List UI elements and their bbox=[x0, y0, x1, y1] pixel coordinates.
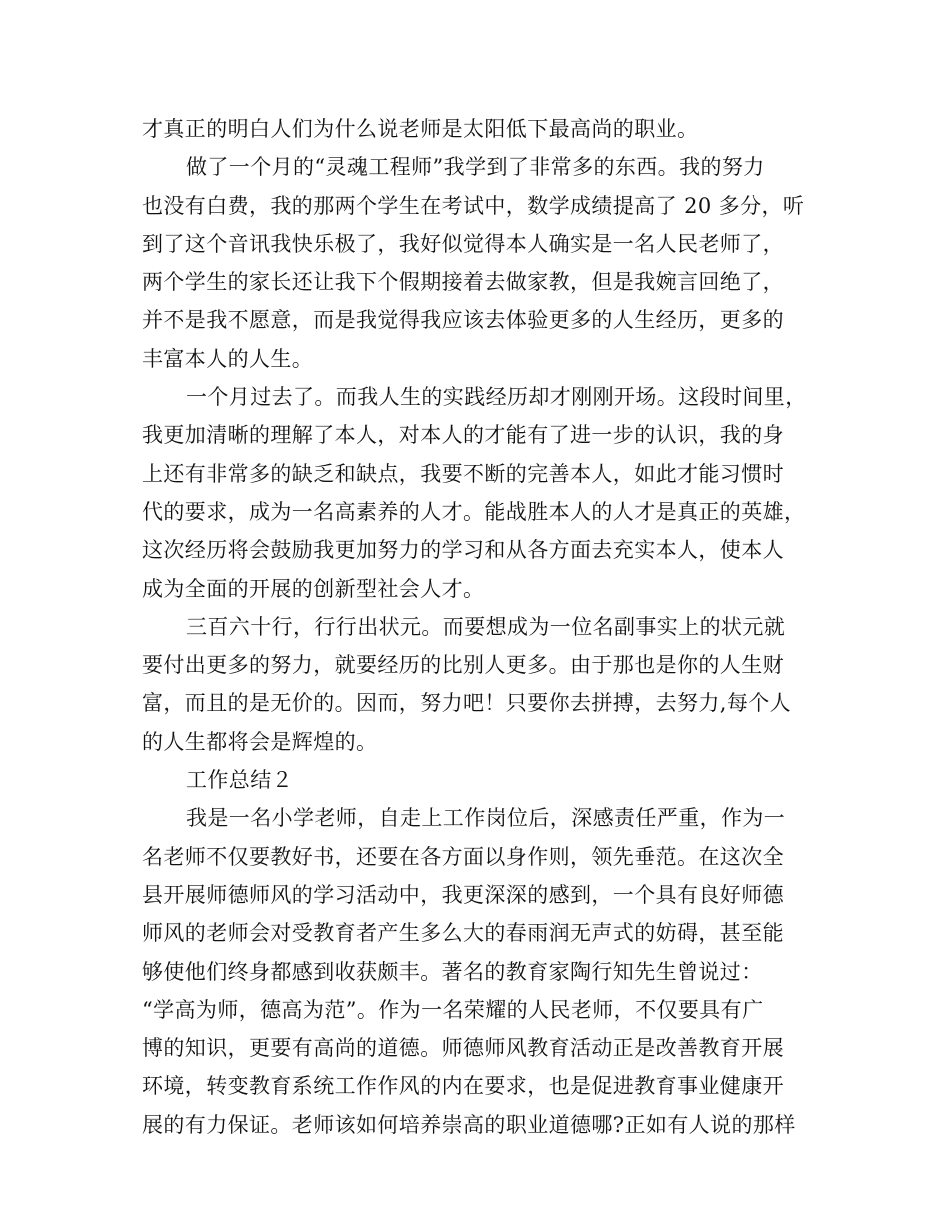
text-line: 做了一个月的“灵魂工程师”我学到了非常多的东西。我的努力 bbox=[186, 155, 765, 180]
text-line: 县开展师德师风的学习活动中，我更深深的感到，一个具有良好师德 bbox=[142, 882, 784, 907]
text-line: 师风的老师会对受教育者产生多么大的春雨润无声式的妨碍，甚至能 bbox=[142, 921, 784, 946]
text-line: “学高为师，德高为范”。作为一名荣耀的人民老师，不仅要具有广 bbox=[142, 997, 764, 1022]
text-line: 的人生都将会是辉煌的。 bbox=[142, 729, 378, 754]
text-line: 丰富本人的人生。 bbox=[142, 346, 314, 371]
text-line: 我是一名小学老师，自走上工作岗位后，深感责任严重，作为一 bbox=[186, 806, 786, 831]
text-line: 三百六十行，行行出状元。而要想成为一位名副事实上的状元就 bbox=[186, 614, 786, 639]
document-body bbox=[142, 110, 832, 1144]
text-line: 并不是我不愿意，而是我觉得我应该去体验更多的人生经历，更多的 bbox=[142, 308, 784, 333]
text-line: 展的有力保证。老师该如何培养崇高的职业道德哪?正如有人说的那样 bbox=[142, 1112, 796, 1137]
text-line: 代的要求，成为一名高素养的人才。能战胜本人的人才是真正的英雄， bbox=[142, 499, 806, 524]
text-line: 工作总结２ bbox=[186, 768, 293, 793]
text-line: 也没有白费，我的那两个学生在考试中，数学成绩提高了 20 多分，听 bbox=[142, 193, 805, 218]
text-line: 一个月过去了。而我人生的实践经历却才刚刚开场。这段时间里， bbox=[186, 385, 807, 410]
text-line: 名老师不仅要教好书，还要在各方面以身作则，领先垂范。在这次全 bbox=[142, 844, 784, 869]
text-line: 才真正的明白人们为什么说老师是太阳低下最高尚的职业。 bbox=[142, 117, 699, 141]
text-line: 这次经历将会鼓励我更加努力的学习和从各方面去充实本人，使本人 bbox=[142, 538, 784, 563]
text-line: 富，而且的是无价的。因而，努力吧！只要你去拼搏，去努力,每个人 bbox=[142, 691, 792, 716]
text-line: 两个学生的家长还让我下个假期接着去做家教，但是我婉言回绝了， bbox=[142, 270, 784, 295]
text-line: 我更加清晰的理解了本人，对本人的才能有了进一步的认识，我的身 bbox=[142, 423, 784, 448]
text-line: 到了这个音讯我快乐极了，我好似觉得本人确实是一名人民老师了， bbox=[142, 231, 784, 256]
text-line: 上还有非常多的缺乏和缺点，我要不断的完善本人，如此才能习惯时 bbox=[142, 461, 784, 486]
text-line: 成为全面的开展的创新型社会人才。 bbox=[142, 576, 485, 601]
text-line: 博的知识，更要有高尚的道德。师德师风教育活动正是改善教育开展 bbox=[142, 1036, 784, 1061]
text-line: 环境，转变教育系统工作作风的内在要求，也是促进教育事业健康开 bbox=[142, 1074, 784, 1099]
text-line: 要付出更多的努力，就要经历的比别人更多。由于那也是你的人生财 bbox=[142, 653, 784, 678]
text-line: 够使他们终身都感到收获颇丰。著名的教育家陶行知先生曾说过： bbox=[142, 959, 763, 984]
